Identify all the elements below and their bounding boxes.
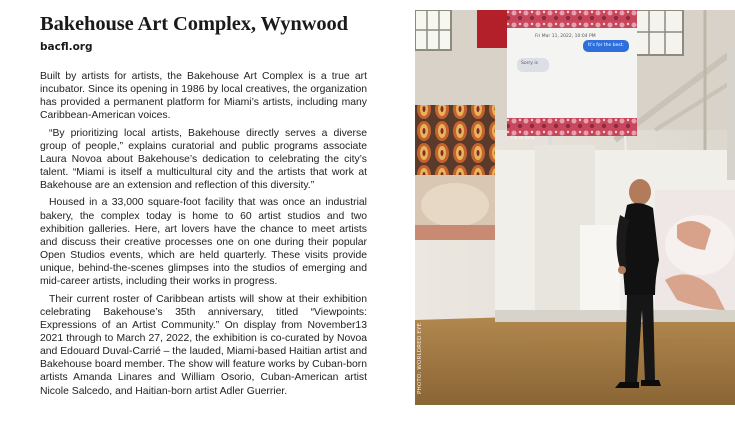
article-title: Bakehouse Art Complex, Wynwood — [40, 13, 348, 35]
article-body — [40, 70, 367, 402]
website-url[interactable]: bacfl.org — [40, 41, 93, 53]
banner-im-sorry-text: I’m so sorry — [511, 135, 535, 140]
photo-credit — [417, 384, 423, 394]
paragraph-2: “By prioritizing local artists, Bakehouse directly serves a diverse group of people,” explains curatorial and public programs associate Laura Novoa about Bakehouse’s dedication to celebrating the city’s talent. “Miami is itself a multicultural city and the artists that work at Bakehouse are an extension and reflection of this diversity.” — [40, 127, 367, 192]
banner-date-text: Fri Mar 11, 2022, 10:04 PM — [535, 34, 596, 39]
gallery-photo — [415, 10, 735, 405]
paragraph-3: Housed in a 33,000 square-foot facility that was once an industrial bakery, the complex today is home to 60 artist studios and two exhibition galleries. Here, art lovers have the chance to meet artists and discuss their creative processes one on one during their popular Open Studios events, which are held quarterly. These visits provide unique, behind-the-scenes glimpses into the studios of emerging and mid-career artists, including their works in progress. — [40, 197, 367, 288]
banner-best-text: It’s for the best. — [588, 43, 624, 48]
gallery-scene — [415, 10, 735, 405]
paragraph-1: Built by artists for artists, the Bakehouse Art Complex is a true art incubator. Since its opening in 1986 by local creatives, the organization has provided a permanent platform for Miami’s artists, including many Caribbean-American voices. — [40, 71, 367, 122]
banner-sorry-text: Sorry is — [521, 61, 538, 66]
paragraph-4: Their current roster of Caribbean artists will show at their exhibition celebrating Bakehouse’s 35th anniversary, titled “Viewpoints: Expressions of an Artist Community.” On display from November13 2021 through to March 27, 2022, the exhibition is co-curated by Novoa and Edouard Duval-Carrié – the lauded, Miami-based Haitian artist and Bakehouse board member. The show will feature works by Cuban-born artists Amanda Linares and William Osorio, Cuban-American artist Nicole Salcedo, and Haitian-born artist Adler Guerrier. — [40, 293, 367, 397]
